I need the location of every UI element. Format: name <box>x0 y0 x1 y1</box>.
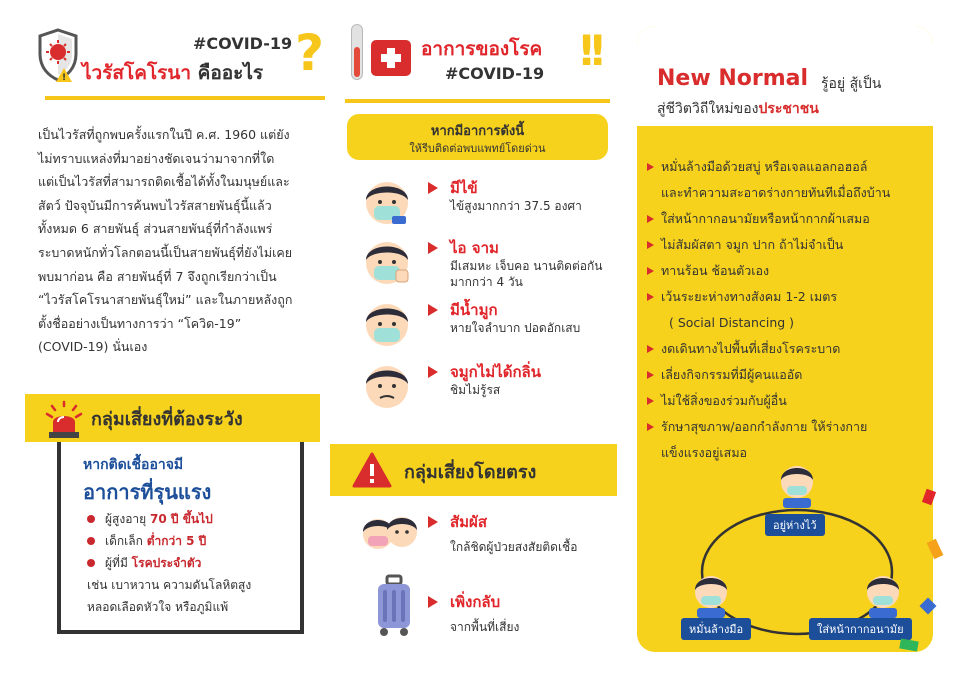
intro-line: ทั้งหมด 6 สายพันธุ์ ส่วนสายพันธุ์ที่กำลังแพร่ <box>38 221 273 237</box>
bullet-arrow-icon <box>428 304 438 316</box>
symptom-desc: ชิมไม่รู้รส <box>450 383 501 397</box>
subtitle-highlight: ประชาชน <box>758 101 819 117</box>
list-item: เลี่ยงกิจกรรมที่มีผู้คนแออัด <box>645 362 925 388</box>
banner-subtitle: ให้รีบติดต่อพบแพทย์โดยด่วน <box>409 142 546 155</box>
item-text: ผู้สูงอายุ <box>105 512 151 526</box>
new-normal-title: New Normal <box>657 66 809 91</box>
direct-title: สัมผัส <box>450 513 487 531</box>
list-item: เว้นระยะห่างทางสังคม 1-2 เมตร <box>645 284 925 310</box>
symptom-fever <box>362 176 612 236</box>
suitcase-icon <box>374 574 414 638</box>
divider <box>45 96 325 100</box>
title-red: ไวรัสโคโรนา <box>82 62 192 84</box>
cycle-label-handwash: หมั่นล้างมือ <box>681 618 751 640</box>
exclamation-icon: !! <box>577 26 600 75</box>
list-item <box>87 552 302 574</box>
list-item: ไม่สัมผัสตา จมูก ปาก ถ้าไม่จำเป็น <box>645 232 925 258</box>
no-smell-kid-icon <box>362 360 412 414</box>
direct-risk-banner <box>330 444 617 496</box>
intro-line: แต่เป็นไวรัสที่สามารถติดเชื้อได้ทั้งในมนุษย์และ <box>38 174 290 190</box>
kid-mask-icon <box>861 572 905 618</box>
risk-list <box>87 508 302 618</box>
coughing-kid-icon <box>362 236 412 290</box>
siren-icon <box>43 400 85 440</box>
list-item: ( Social Distancing ) <box>669 315 795 330</box>
symptom-title: ไอ จาม <box>450 239 499 257</box>
symptom-desc: ไข้สูงมากกว่า 37.5 องศา <box>450 199 582 213</box>
symptom-desc: หายใจลำบาก ปอดอักเสบ <box>450 321 581 335</box>
cycle-label-mask: ใส่หน้ากากอนามัย <box>809 618 912 640</box>
risk-banner-text: กลุ่มเสี่ยงที่ต้องระวัง <box>91 409 243 430</box>
col1-header <box>30 24 330 98</box>
direct-banner-text: กลุ่มเสี่ยงโดยตรง <box>404 462 537 483</box>
direct-item-returned <box>360 582 620 642</box>
intro-line: (COVID-19) นั่นเอง <box>38 339 148 355</box>
new-normal-title-suffix: รู้อยู่ สู้เป็น <box>821 76 882 92</box>
svg-text:!: ! <box>61 73 67 82</box>
subtitle-text: สู่ชีวิตวิถีใหม่ของ <box>657 101 759 117</box>
bullet-arrow-icon <box>428 516 438 528</box>
list-item: รักษาสุขภาพ/ออกกำลังกาย ให้ร่างกาย <box>645 414 925 440</box>
virus-shield-icon <box>36 28 80 82</box>
col2-header <box>345 22 610 102</box>
list-item: หมั่นล้างมือด้วยสบู่ หรือเจลแอลกอฮอล์ <box>645 154 925 180</box>
sick-kid-icon <box>362 176 412 230</box>
item-text: ผู้ที่มี <box>105 556 132 570</box>
kid-distancing-icon <box>775 462 819 508</box>
list-item: และทำความสะอาดร่างกายทันทีเมื่อถึงบ้าน <box>661 185 891 200</box>
direct-desc: จากพื้นที่เสี่ยง <box>450 620 520 634</box>
direct-title: เพิ่งกลับ <box>450 593 501 611</box>
list-item <box>87 508 302 530</box>
symptom-title: มีไข้ <box>450 179 478 197</box>
kid-handwash-icon <box>689 572 733 618</box>
runny-nose-kid-icon <box>362 298 412 352</box>
item-text: เด็กเล็ก <box>105 534 147 548</box>
new-normal-panel <box>637 26 933 652</box>
intro-line: สัตว์ ปัจจุบันมีการค้นพบไวรัสสายพันธุ์นี้แล้ว <box>38 197 272 213</box>
symptom-no-smell <box>362 360 612 420</box>
title-dark: คืออะไร <box>197 62 264 84</box>
intro-line: พบมาก่อน คือ สายพันธุ์ที่ 7 จึงถูกเรียกว่าเป็น <box>38 268 277 284</box>
question-mark-icon: ? <box>295 24 325 82</box>
symptom-cough <box>362 236 612 296</box>
intro-line: ตั้งชื่ออย่างเป็นทางการว่า “โควิด-19” <box>38 315 242 331</box>
symptom-runny-nose <box>362 298 612 358</box>
bullet-arrow-icon <box>428 366 438 378</box>
list-item: ทานร้อน ช้อนตัวเอง <box>645 258 925 284</box>
intro-line: “ไวรัสโคโรนาสายพันธุ์ใหม่” และในภายหลังถูก <box>38 292 293 308</box>
bullet-arrow-icon <box>428 596 438 608</box>
list-item: ใส่หน้ากากอนามัยหรือหน้ากากผ้าเสมอ <box>645 206 925 232</box>
direct-item-contact <box>360 508 620 568</box>
list-item: แข็งแรงอยู่เสมอ <box>661 445 748 460</box>
divider <box>345 99 610 103</box>
first-aid-kit-icon <box>371 40 411 76</box>
direct-desc: ใกล้ชิดผู้ป่วยสงสัยติดเชื้อ <box>450 540 578 554</box>
section-title-symptoms: อาการของโรค <box>421 38 543 60</box>
thermometer-icon <box>351 24 363 80</box>
two-kids-icon <box>360 508 420 558</box>
warning-icon <box>352 452 392 488</box>
banner-title: หากมีอาการดังนี้ <box>430 124 525 139</box>
cycle-label-distance: อยู่ห่างไว้ <box>765 514 825 536</box>
intro-line: ระบาดหนักทั่วโลกตอนนี้เป็นสายพันธุ์ที่ยังไม่เคย <box>38 244 293 260</box>
item-highlight: ต่ำกว่า 5 ปี <box>146 534 207 548</box>
symptom-desc: มีเสมหะ เจ็บคอ นานติดต่อกันมากกว่า 4 วัน <box>450 259 603 289</box>
prevention-cycle-diagram <box>677 462 917 652</box>
new-normal-header <box>637 26 933 126</box>
intro-paragraph <box>38 123 328 359</box>
direct-item-text <box>450 590 519 637</box>
item-highlight: 70 ปี ขึ้นไป <box>150 512 213 526</box>
bullet-arrow-icon <box>428 242 438 254</box>
list-item <box>87 530 302 552</box>
covid-hashtag: #COVID-19 <box>445 64 545 83</box>
section-title-what-is-corona <box>82 58 263 88</box>
list-item: หลอดเลือดหัวใจ หรือภูมิแพ้ <box>87 600 229 614</box>
risk-main-title: อาการที่รุนแรง <box>83 480 212 504</box>
covid-hashtag: #COVID-19 <box>193 34 293 53</box>
list-item: ไม่ใช้สิ่งของร่วมกับผู้อื่น <box>645 388 925 414</box>
symptom-title: จมูกไม่ได้กลิ่น <box>450 363 542 381</box>
item-highlight: โรคประจำตัว <box>131 556 202 570</box>
risk-subtitle: หากติดเชื้ออาจมี <box>83 457 184 473</box>
symptom-banner <box>347 114 608 160</box>
symptom-title: มีน้ำมูก <box>450 301 498 319</box>
severe-risk-box <box>57 440 304 634</box>
risk-group-banner <box>25 394 320 442</box>
list-item: งดเดินทางไปพื้นที่เสี่ยงโรคระบาด <box>645 336 925 362</box>
bullet-arrow-icon <box>428 182 438 194</box>
new-normal-list <box>645 154 925 466</box>
intro-line: ไม่ทราบแหล่งที่มาอย่างชัดเจนว่ามาจากที่ใด <box>38 150 275 166</box>
new-normal-subtitle <box>657 98 819 120</box>
list-item: เช่น เบาหวาน ความดันโลหิตสูง <box>87 578 252 592</box>
intro-line: เป็นไวรัสที่ถูกพบครั้งแรกในปี ค.ศ. 1960 แต่ยัง <box>38 127 290 142</box>
direct-item-text <box>450 510 577 557</box>
